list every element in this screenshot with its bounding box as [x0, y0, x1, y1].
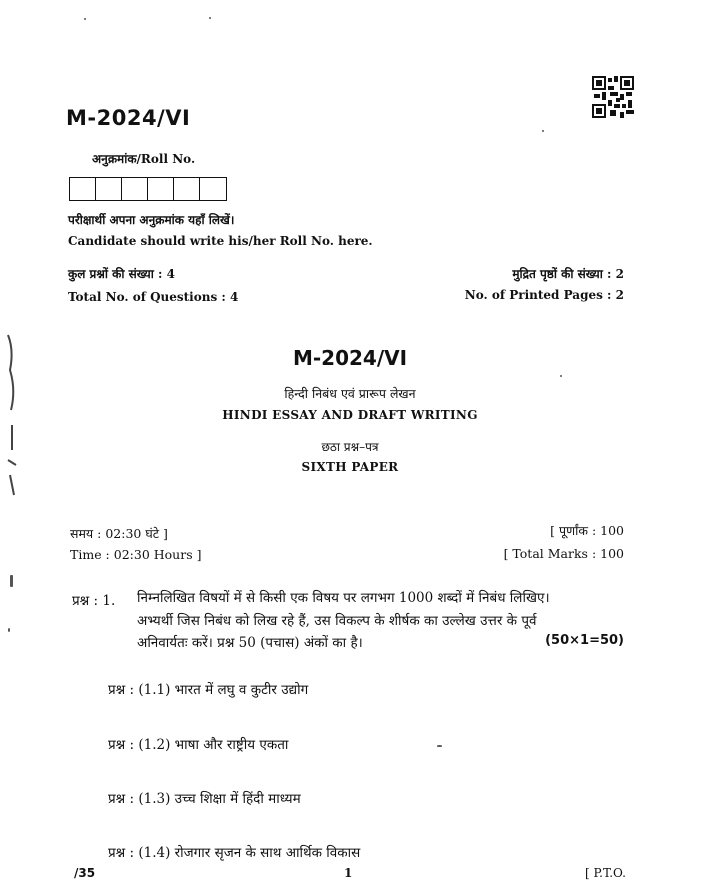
total-marks-hindi: [ पूर्णांक : 100 — [550, 523, 624, 538]
footer-code: /35 — [74, 866, 96, 880]
question-option-1-4: प्रश्न : (1.4) रोजगार सृजन के साथ आर्थिक विकास — [108, 845, 361, 861]
printed-pages-hindi: मुद्रित पृष्ठों की संख्या : 2 — [512, 267, 624, 281]
question-1-line-1: निम्नलिखित विषयों में से किसी एक विषय पर लगभग 1000 शब्दों में निबंध लिखिए। — [137, 590, 550, 606]
paper-number-hindi: छठा प्रश्न–पत्र — [321, 440, 379, 454]
total-marks-english: [ Total Marks : 100 — [503, 546, 624, 561]
question-1-marks: (50×1=50) — [545, 633, 624, 648]
page-number: 1 — [344, 866, 353, 880]
question-option-1-2: प्रश्न : (1.2) भाषा और राष्ट्रीय एकता — [108, 737, 289, 753]
roll-box[interactable] — [200, 178, 226, 200]
paper-code-title: M-2024/VI — [292, 346, 408, 370]
time-hindi: समय : 02:30 घंटे ] — [70, 526, 168, 541]
roll-box[interactable] — [148, 178, 174, 200]
total-questions-english: Total No. of Questions : 4 — [68, 290, 239, 304]
roll-box[interactable] — [70, 178, 96, 200]
time-english: Time : 02:30 Hours ] — [70, 547, 202, 562]
please-turn-over: [ P.T.O. — [585, 866, 626, 880]
total-questions-hindi: कुल प्रश्नों की संख्या : 4 — [68, 267, 175, 281]
margin-scan-mark — [2, 330, 24, 500]
roll-box[interactable] — [96, 178, 122, 200]
printed-pages-english: No. of Printed Pages : 2 — [464, 288, 624, 302]
roll-number-boxes[interactable] — [69, 177, 227, 201]
question-option-1-3: प्रश्न : (1.3) उच्च शिक्षा में हिंदी माध्यम — [108, 791, 301, 807]
subject-hindi: हिन्दी निबंध एवं प्रारूप लेखन — [284, 386, 416, 401]
subject-english: HINDI ESSAY AND DRAFT WRITING — [222, 408, 478, 422]
roll-box[interactable] — [174, 178, 200, 200]
question-1-line-2: अभ्यर्थी जिस निबंध को लिख रहे हैं, उस विकल्प के शीर्षक का उल्लेख उत्तर के पूर्व — [137, 613, 537, 629]
roll-box[interactable] — [122, 178, 148, 200]
question-option-1-1: प्रश्न : (1.1) भारत में लघु व कुटीर उद्योग — [108, 682, 309, 698]
roll-number-label: अनुक्रमांक/Roll No. — [92, 152, 196, 166]
paper-number-english: SIXTH PAPER — [301, 460, 399, 474]
roll-instruction-english: Candidate should write his/her Roll No. here. — [68, 234, 373, 248]
qr-code-icon — [592, 76, 634, 118]
roll-instruction-hindi: परीक्षार्थी अपना अनुक्रमांक यहाँ लिखें। — [68, 213, 235, 227]
question-1-label: प्रश्न : 1. — [72, 593, 116, 609]
question-1-line-3: अनिवार्यतः करें। प्रश्न 50 (पचास) अंकों का है। — [137, 635, 363, 651]
paper-code-header: M-2024/VI — [66, 106, 191, 130]
